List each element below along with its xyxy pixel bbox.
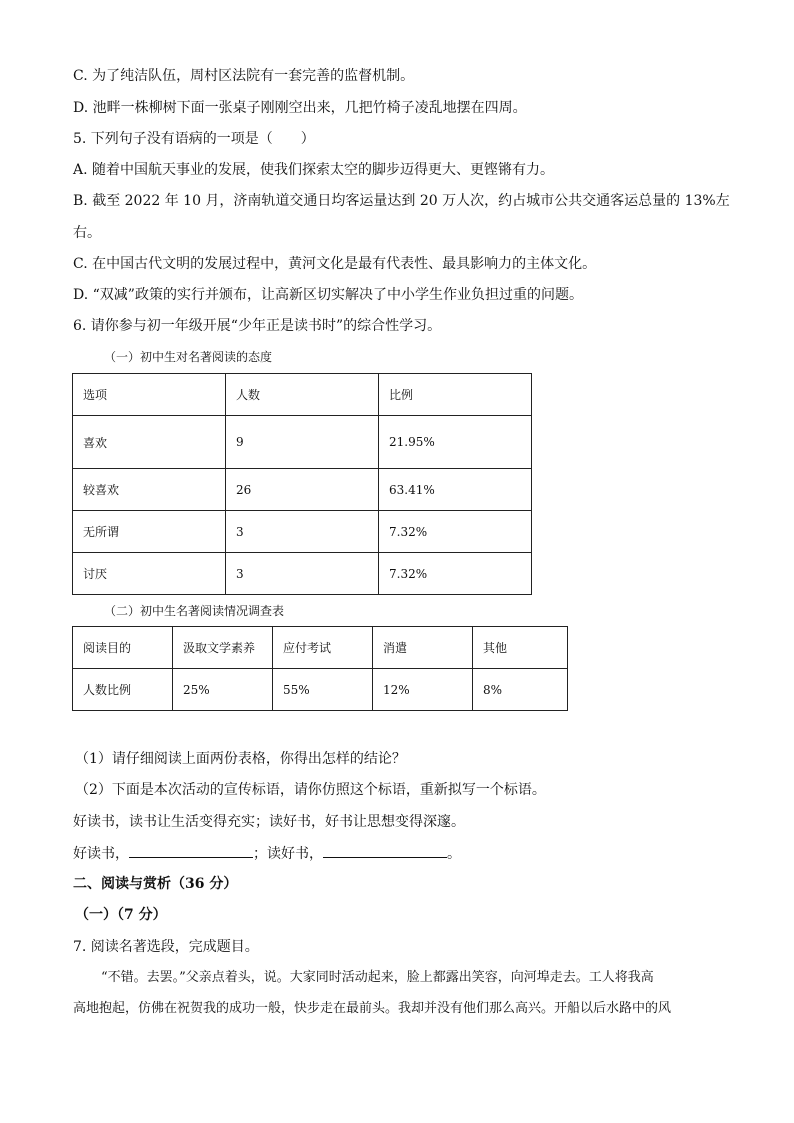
table-header-row [73, 627, 568, 669]
header-cell: 比例 [379, 374, 532, 416]
section-heading: 二、阅读与赏析（36 分） [73, 876, 238, 892]
fill-text-c: 。 [447, 846, 461, 862]
table-cell: 25% [173, 669, 273, 711]
q5-option-a: A. 随着中国航天事业的发展，使我们探索太空的脚步迈得更大、更铿锵有力。 [73, 162, 555, 178]
fill-text-a: 好读书， [73, 846, 129, 862]
q5-option-c: C. 在中国古代文明的发展过程中，黄河文化是最有代表性、最具影响力的主体文化。 [73, 256, 597, 272]
table-header-row [73, 374, 532, 416]
table-cell: 63.41% [379, 469, 532, 511]
question-6: 6. 请你参与初一年级开展“少年正是读书时”的综合性学习。 [73, 318, 442, 334]
table-cell: 较喜欢 [73, 469, 226, 511]
table-cell: 喜欢 [73, 416, 226, 469]
q5-option-b-cont: 右。 [73, 225, 101, 241]
table-cell: 无所谓 [73, 511, 226, 553]
header-cell: 人数 [226, 374, 379, 416]
header-cell: 应付考试 [273, 627, 373, 669]
table-cell: 12% [373, 669, 473, 711]
header-cell: 阅读目的 [73, 627, 173, 669]
fill-text-b: ；读好书， [253, 846, 323, 862]
table-cell: 55% [273, 669, 373, 711]
table2-caption: （二）初中生名著阅读情况调查表 [104, 604, 285, 618]
table-cell: 9 [226, 416, 379, 469]
header-cell: 选项 [73, 374, 226, 416]
option-c-line: C. 为了纯洁队伍，周村区法院有一套完善的监督机制。 [73, 68, 415, 84]
subquestion-2: （2）下面是本次活动的宣传标语，请你仿照这个标语，重新拟写一个标语。 [75, 782, 546, 798]
subquestion-1: （1）请仔细阅读上面两份表格，你得出怎样的结论？ [75, 751, 406, 767]
attitude-table [72, 373, 532, 595]
table-cell: 21.95% [379, 416, 532, 469]
fill-in-slogan [73, 843, 461, 864]
table-cell: 讨厌 [73, 553, 226, 595]
table-row [73, 416, 532, 469]
answer-blank-1[interactable] [129, 843, 253, 858]
subsection-heading: （一）（7 分） [75, 907, 167, 923]
table-row [73, 669, 568, 711]
table-cell: 8% [473, 669, 568, 711]
table-cell: 7.32% [379, 511, 532, 553]
header-cell: 消遣 [373, 627, 473, 669]
table-row [73, 553, 532, 595]
table-row [73, 511, 532, 553]
table-row [73, 469, 532, 511]
question-7: 7. 阅读名著选段，完成题目。 [73, 939, 259, 955]
table-cell: 26 [226, 469, 379, 511]
answer-blank-2[interactable] [323, 843, 447, 858]
table-cell: 7.32% [379, 553, 532, 595]
option-d-line: D. 池畔一株柳树下面一张桌子刚刚空出来，几把竹椅子凌乱地摆在四周。 [73, 100, 527, 116]
q5-option-b: B. 截至 2022 年 10 月，济南轨道交通日均客运量达到 20 万人次，约占城市公共交通客运总量的 13%左 [73, 193, 730, 209]
header-cell: 其他 [473, 627, 568, 669]
table1-caption: （一）初中生对名著阅读的态度 [104, 350, 273, 364]
table-cell: 3 [226, 553, 379, 595]
passage-line-2: 高地抱起，仿佛在祝贺我的成功一般，快步走在最前头。我却并没有他们那么高兴。开船以后水路中的风 [73, 1001, 672, 1016]
reading-survey-table [72, 626, 568, 711]
passage-line-1: “不错。去罢。”父亲点着头，说。大家同时活动起来，脸上都露出笑容，向河埠走去。工人将我高 [101, 970, 654, 985]
header-cell: 汲取文学素养 [173, 627, 273, 669]
example-slogan: 好读书，读书让生活变得充实；读好书，好书让思想变得深邃。 [73, 814, 465, 830]
table-cell: 3 [226, 511, 379, 553]
table-cell: 人数比例 [73, 669, 173, 711]
question-5: 5. 下列句子没有语病的一项是（ ） [73, 131, 315, 147]
q5-option-d: D. “双减”政策的实行并颁布，让高新区切实解决了中小学生作业负担过重的问题。 [73, 287, 583, 303]
